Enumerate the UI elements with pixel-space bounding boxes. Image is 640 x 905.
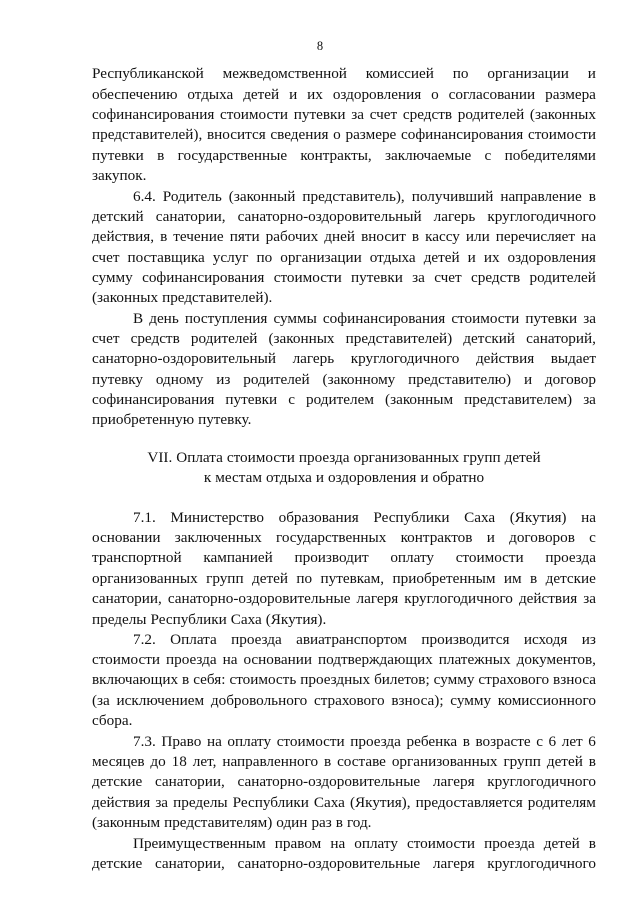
body-line: детский санатории, санаторно-оздоровительный лагерь круглогодичного	[92, 208, 596, 225]
body-line: сумму софинансирования стоимости путевки за счет средств родителей	[92, 269, 596, 286]
body-line: обеспечению отдыха детей и их оздоровления о согласовании размера	[92, 86, 596, 103]
body-line: В день поступления суммы софинансирования стоимости путевки за	[133, 310, 596, 327]
body-line: счет поставщика услуг по организации отдыха детей и их оздоровления	[92, 249, 596, 266]
body-line: софинансирования путевки с родителем (законным представителем) за	[92, 391, 596, 408]
body-line: Преимущественным правом на оплату стоимости проезда детей в	[133, 835, 596, 852]
section-heading-line: к местам отдыха и оздоровления и обратно	[203, 469, 485, 486]
page-number: 8	[316, 39, 324, 53]
body-line: Республиканской межведомственной комиссией по организации и	[92, 65, 596, 82]
body-line: санатории, санаторно-оздоровительные лагеря круглогодичного действия за	[92, 590, 596, 607]
body-line: санаторно-оздоровительный лагерь круглогодичного действия выдает	[92, 350, 596, 367]
body-line: детские санатории, санаторно-оздоровительные лагеря круглогодичного	[92, 773, 596, 790]
body-line: стоимости проезда на основании подтверждающих платежных документов,	[92, 651, 596, 668]
body-line: закупок.	[92, 167, 147, 184]
body-line: детские санатории, санаторно-оздоровительные лагеря круглогодичного	[92, 855, 596, 872]
body-line: транспортной кампанией производит оплату стоимости проезда	[92, 549, 596, 566]
body-line: сбора.	[92, 712, 133, 729]
body-line: путевку одному из родителей (законному представителю) и договор	[92, 371, 596, 388]
body-line: счет средств родителей (законных представителей) детский санаторий,	[92, 330, 596, 347]
body-line: представителей), вносится сведения о размере софинансирования стоимости	[92, 126, 596, 143]
body-line: основании заключенных государственных контрактов и договоров с	[92, 529, 596, 546]
body-line: (за исключением добровольного страхового взноса); сумму комиссионного	[92, 692, 596, 709]
body-line: 7.2. Оплата проезда авиатранспортом производится исходя из	[133, 631, 596, 648]
body-line: действия за пределы Республики Саха (Якутия), предоставляется родителям	[92, 794, 596, 811]
body-line: (законных представителей).	[92, 289, 273, 306]
body-line: путевки в государственные контракты, заключаемые с победителями	[92, 147, 596, 164]
body-line: 7.3. Право на оплату стоимости проезда ребенка в возрасте с 6 лет 6	[133, 733, 596, 750]
body-line: 7.1. Министерство образования Республики Саха (Якутия) на	[133, 509, 596, 526]
body-line: софинансирования стоимости путевки за счет средств родителей (законных	[92, 106, 596, 123]
body-line: приобретенную путевку.	[92, 411, 252, 428]
body-line: включающих в себя: стоимость проездных билетов; сумму страхового взноса	[92, 671, 596, 688]
body-line: пределы Республики Саха (Якутия).	[92, 611, 327, 628]
body-line: действия, в течение пяти рабочих дней вносит в кассу или перечисляет на	[92, 228, 596, 245]
section-heading-line: VII. Оплата стоимости проезда организованных групп детей	[147, 449, 541, 466]
body-line: (законным представителям) один раз в год.	[92, 814, 372, 831]
body-line: организованных групп детей по путевкам, приобретенным им в детские	[92, 570, 596, 587]
body-line: 6.4. Родитель (законный представитель), получивший направление в	[133, 188, 596, 205]
body-line: месяцев до 18 лет, направленного в составе организованных групп детей в	[92, 753, 596, 770]
